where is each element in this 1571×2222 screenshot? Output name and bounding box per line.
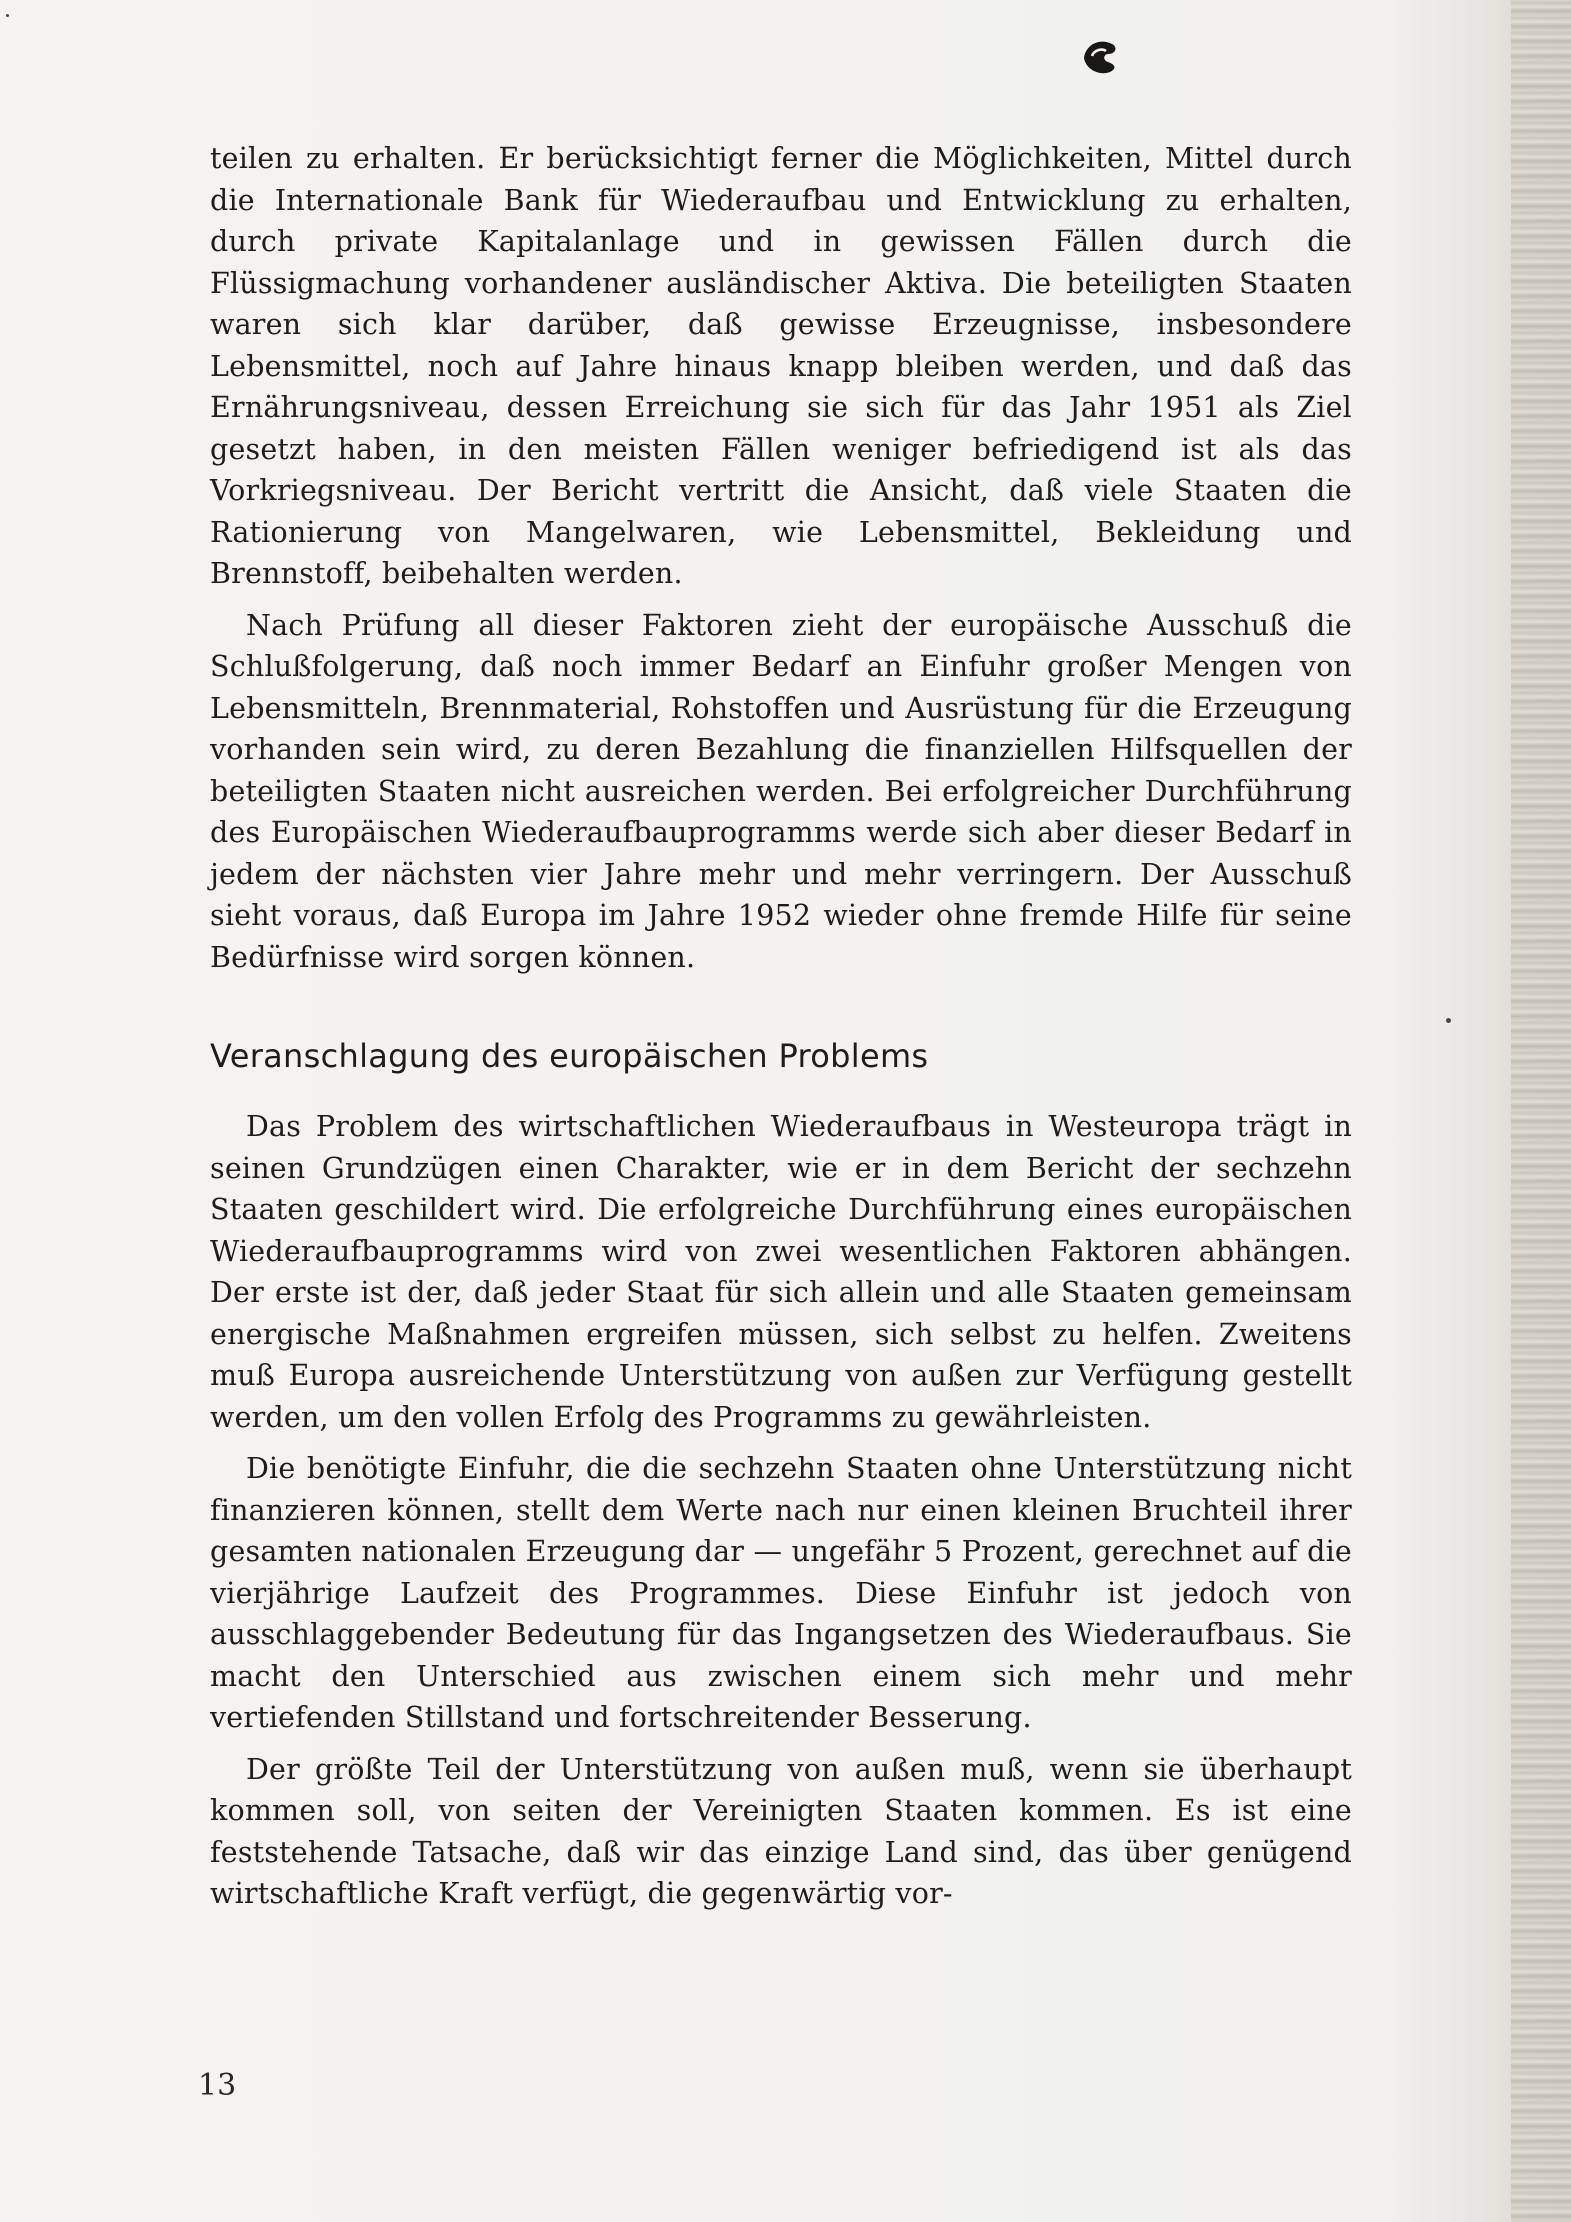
main-text xyxy=(210,138,1352,1915)
dust-speck xyxy=(6,14,9,17)
dust-speck xyxy=(1446,1018,1451,1023)
corner-ink-mark-icon xyxy=(1078,30,1128,80)
paragraph-5: Der größte Teil der Unterstützung von außen muß, wenn sie überhaupt kommen soll, von seiten der Vereinigten Staaten kommen. Es ist eine feststehende Tatsache, daß wir das einzige Land sind, das über genügend wirtschaftliche Kraft verfügt, die gegenwärtig vor- xyxy=(210,1752,1352,1910)
paragraph-4: Die benötigte Einfuhr, die die sechzehn Staaten ohne Unterstützung nicht finanzieren können, stellt dem Werte nach nur einen kleinen Bruchteil ihrer gesamten nationalen Erzeugung dar — ungefähr 5 Prozent, gerechnet auf die vierjährige Laufzeit des Programmes. Diese Einfuhr ist jedoch von ausschlaggebender Bedeutung für das Ingangsetzen des Wiederaufbaus. Sie macht den Unterschied aus zwischen einem sich mehr und mehr vertiefenden Stillstand und fortschreitender Besserung. xyxy=(210,1452,1352,1734)
paragraph-1: teilen zu erhalten. Er berücksichtigt ferner die Möglichkeiten, Mittel durch die Internationale Bank für Wiederaufbau und Entwicklung zu erhalten, durch private Kapitalanlage und in gewissen Fällen durch die Flüssigmachung vorhandener ausländischer Aktiva. Die beteiligten Staaten waren sich klar darüber, daß gewisse Erzeugnisse, insbesondere Lebensmittel, noch auf Jahre hinaus knapp bleiben werden, und daß das Ernährungsniveau, dessen Erreichung sie sich für das Jahr 1951 als Ziel gesetzt haben, in den meisten Fällen weniger befriedigend ist als das Vorkriegsniveau. Der Bericht vertritt die Ansicht, daß viele Staaten die Rationierung von Mangelwaren, wie Lebensmittel, Bekleidung und Brennstoff, beibehalten werden. xyxy=(210,142,1352,590)
paragraph-2: Nach Prüfung all dieser Faktoren zieht der europäische Ausschuß die Schlußfolgerung, daß noch immer Bedarf an Einfuhr großer Mengen von Lebensmitteln, Brennmaterial, Rohstoffen und Ausrüstung für die Erzeugung vorhanden sein wird, zu deren Bezahlung die finanziellen Hilfsquellen der beteiligten Staaten nicht ausreichen werden. Bei erfolgreicher Durchführung des Europäischen Wiederaufbauprogramms werde sich aber dieser Bedarf in jedem der nächsten vier Jahre mehr und mehr verringern. Der Ausschuß sieht voraus, daß Europa im Jahre 1952 wieder ohne fremde Hilfe für seine Bedürfnisse wird sorgen können. xyxy=(210,608,1352,974)
section-heading: Veranschlagung des europäischen Problems xyxy=(210,1037,929,1075)
paragraph-3: Das Problem des wirtschaftlichen Wiederaufbaus in Westeuropa trägt in seinen Grundzügen einen Charakter, wie er in dem Bericht der sechzehn Staaten geschildert wird. Die erfolgreiche Durchführung eines europäischen Wiederaufbauprogramms wird von zwei wesentlichen Faktoren abhängen. Der erste ist der, daß jeder Staat für sich allein und alle Staaten gemeinsam energische Maßnahmen ergreifen müssen, sich selbst zu helfen. Zweitens muß Europa ausreichende Unterstützung von außen zur Verfügung gestellt werden, um den vollen Erfolg des Programms zu gewährleisten. xyxy=(210,1110,1352,1434)
page-number: 13 xyxy=(198,2068,237,2103)
page-edge-shadow xyxy=(1511,0,1571,2222)
